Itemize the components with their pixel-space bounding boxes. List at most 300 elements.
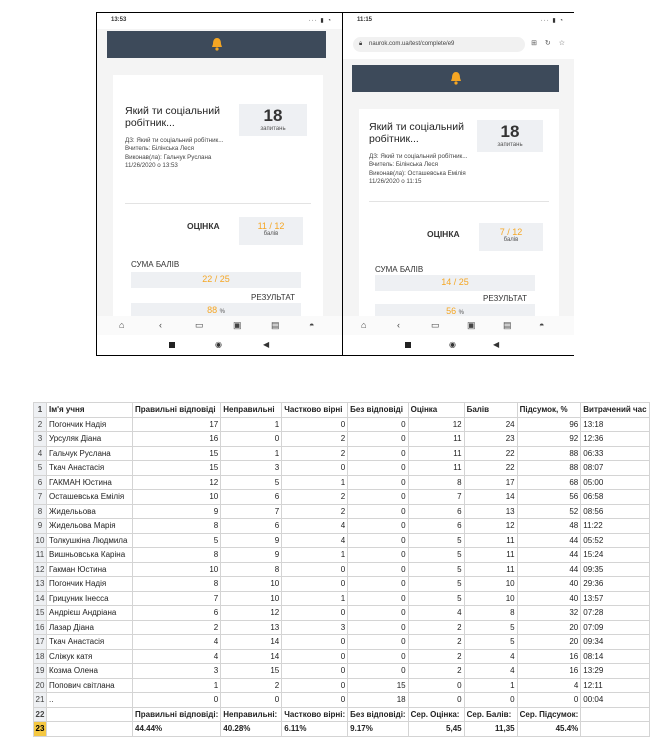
table-cell[interactable]: 9 xyxy=(221,548,282,563)
table-cell[interactable]: 11 xyxy=(408,461,464,476)
table-cell[interactable]: 2 xyxy=(408,620,464,635)
table-cell[interactable]: 08:07 xyxy=(581,461,649,476)
back-icon[interactable]: ‹ xyxy=(159,320,162,330)
questions-label: запитань xyxy=(260,126,286,132)
table-cell[interactable]: Урсуляк Діана xyxy=(47,432,133,447)
home-icon[interactable]: ⌂ xyxy=(119,320,125,330)
table-cell[interactable]: 16 xyxy=(133,432,221,447)
table-cell[interactable]: Оцінка xyxy=(408,403,464,418)
table-cell[interactable]: 11 xyxy=(464,548,517,563)
table-cell[interactable]: 2 xyxy=(408,649,464,664)
table-cell[interactable]: 07:28 xyxy=(581,606,649,621)
table-cell[interactable]: 11,35 xyxy=(464,722,517,737)
table-cell[interactable]: 40.28% xyxy=(221,722,282,737)
table-cell[interactable]: Осташевська Емілія xyxy=(47,490,133,505)
table-cell[interactable]: 9 xyxy=(221,533,282,548)
table-cell[interactable]: Витрачений час xyxy=(581,403,649,418)
table-cell[interactable]: 11 xyxy=(408,446,464,461)
table-cell[interactable]: 12:11 xyxy=(581,678,649,693)
row-number[interactable]: 6 xyxy=(34,475,47,490)
row-number[interactable]: 20 xyxy=(34,678,47,693)
sum-value: 22 / 25 xyxy=(131,272,301,288)
share-icon[interactable]: ▤ xyxy=(271,320,280,330)
table-cell[interactable]: 15:24 xyxy=(581,548,649,563)
row-number[interactable]: 11 xyxy=(34,548,47,563)
table-cell[interactable]: 1 xyxy=(282,475,348,490)
score-box xyxy=(239,217,303,245)
table-cell[interactable]: 8 xyxy=(408,475,464,490)
table-row xyxy=(34,693,650,708)
table-row xyxy=(34,533,650,548)
table-cell[interactable]: 11 xyxy=(464,562,517,577)
table-cell[interactable]: 9.17% xyxy=(348,722,408,737)
row-number[interactable]: 8 xyxy=(34,504,47,519)
result-card xyxy=(113,75,323,325)
home-button-icon[interactable]: ◉ xyxy=(449,340,456,349)
system-nav-bar xyxy=(97,335,342,355)
table-cell[interactable]: 0 xyxy=(282,461,348,476)
result-unit: % xyxy=(219,309,225,315)
table-cell[interactable]: 5 xyxy=(221,475,282,490)
table-cell[interactable]: 10 xyxy=(464,591,517,606)
table-cell[interactable]: 7 xyxy=(221,504,282,519)
table-cell[interactable]: 13 xyxy=(464,504,517,519)
table-cell[interactable]: 08:56 xyxy=(581,504,649,519)
row-number[interactable]: 5 xyxy=(34,461,47,476)
table-cell[interactable]: Балів xyxy=(464,403,517,418)
home-button-icon[interactable]: ◉ xyxy=(215,340,222,349)
table-cell[interactable]: Сліжук катя xyxy=(47,649,133,664)
table-row xyxy=(34,664,650,679)
table-cell[interactable]: 00:04 xyxy=(581,693,649,708)
table-cell[interactable]: 12 xyxy=(221,606,282,621)
status-icons: ··· ▮ ◔ xyxy=(540,18,564,24)
table-cell[interactable]: Неправильні: xyxy=(221,707,282,722)
table-cell[interactable]: 06:58 xyxy=(581,490,649,505)
table-cell[interactable]: 16 xyxy=(517,649,581,664)
table-cell[interactable]: 5 xyxy=(408,591,464,606)
results-spreadsheet xyxy=(33,402,650,737)
table-cell[interactable]: 44 xyxy=(517,533,581,548)
table-cell[interactable]: 0 xyxy=(348,635,408,650)
table-cell[interactable]: 0 xyxy=(348,620,408,635)
table-cell[interactable]: Правильні відповіді: xyxy=(133,707,221,722)
row-number[interactable]: 9 xyxy=(34,519,47,534)
sum-label: СУМА БАЛІВ xyxy=(375,265,424,274)
table-cell[interactable]: 0 xyxy=(348,475,408,490)
table-cell[interactable]: Толкушкіна Людмила xyxy=(47,533,133,548)
table-cell[interactable]: 29:36 xyxy=(581,577,649,592)
row-number[interactable]: 19 xyxy=(34,664,47,679)
quiz-meta xyxy=(125,137,235,171)
table-cell[interactable]: 1 xyxy=(221,417,282,432)
table-cell[interactable]: 7 xyxy=(133,591,221,606)
score-label: ОЦІНКА xyxy=(427,229,460,239)
table-cell[interactable]: 14 xyxy=(464,490,517,505)
book-icon[interactable]: ▭ xyxy=(195,320,204,330)
table-cell[interactable]: 14 xyxy=(221,649,282,664)
table-cell[interactable]: 23 xyxy=(464,432,517,447)
summary-row xyxy=(34,722,650,737)
table-cell[interactable]: 13 xyxy=(221,620,282,635)
table-row xyxy=(34,519,650,534)
table-cell[interactable]: 0 xyxy=(282,417,348,432)
table-cell[interactable]: 68 xyxy=(517,475,581,490)
date-line: 11/26/2020 о 13:53 xyxy=(125,162,178,170)
table-cell[interactable]: 2 xyxy=(282,446,348,461)
table-cell[interactable]: 5 xyxy=(464,620,517,635)
row-number[interactable]: 12 xyxy=(34,562,47,577)
table-cell[interactable]: 0 xyxy=(221,693,282,708)
table-cell[interactable]: 1 xyxy=(133,678,221,693)
table-cell[interactable]: Неправильні xyxy=(221,403,282,418)
back-button-icon[interactable]: ◀ xyxy=(263,340,270,349)
table-cell[interactable]: 13:57 xyxy=(581,591,649,606)
table-cell[interactable]: 1 xyxy=(464,678,517,693)
table-cell[interactable]: 45.4% xyxy=(517,722,581,737)
table-cell[interactable] xyxy=(581,707,649,722)
table-cell[interactable]: 5 xyxy=(408,577,464,592)
table-cell[interactable]: 08:14 xyxy=(581,649,649,664)
table-cell[interactable]: 2 xyxy=(282,504,348,519)
table-cell[interactable]: 92 xyxy=(517,432,581,447)
row-number[interactable]: 2 xyxy=(34,417,47,432)
table-cell[interactable]: 22 xyxy=(464,446,517,461)
table-cell[interactable]: Без відповіді: xyxy=(348,707,408,722)
table-cell[interactable]: 8 xyxy=(464,606,517,621)
table-cell[interactable]: Гальчук Руслана xyxy=(47,446,133,461)
site-header xyxy=(107,31,326,58)
table-cell[interactable]: 56 xyxy=(517,490,581,505)
profile-icon[interactable]: ◓ xyxy=(539,320,545,330)
table-cell[interactable]: 4 xyxy=(133,635,221,650)
table-cell[interactable]: 4 xyxy=(282,519,348,534)
back-icon[interactable]: ‹ xyxy=(397,320,400,330)
table-cell[interactable]: .. xyxy=(47,693,133,708)
table-cell[interactable]: 2 xyxy=(282,432,348,447)
table-cell[interactable]: 11 xyxy=(408,432,464,447)
row-number[interactable]: 7 xyxy=(34,490,47,505)
book-icon[interactable]: ▭ xyxy=(431,320,440,330)
home-icon[interactable]: ⌂ xyxy=(361,320,367,330)
table-cell[interactable]: 0 xyxy=(348,548,408,563)
row-number[interactable]: 4 xyxy=(34,446,47,461)
table-cell[interactable]: 4 xyxy=(464,649,517,664)
table-cell[interactable]: 2 xyxy=(221,678,282,693)
table-cell[interactable]: 0 xyxy=(348,562,408,577)
questions-label: запитань xyxy=(497,142,523,148)
table-cell[interactable]: 0 xyxy=(348,490,408,505)
table-cell[interactable]: 0 xyxy=(464,693,517,708)
row-number[interactable]: 13 xyxy=(34,577,47,592)
table-cell[interactable]: 12 xyxy=(464,519,517,534)
table-cell[interactable]: 40 xyxy=(517,591,581,606)
table-row xyxy=(34,446,650,461)
table-cell[interactable]: 8 xyxy=(133,577,221,592)
quiz-title: Який ти соціальний робітник... xyxy=(369,121,464,145)
table-cell[interactable]: 0 xyxy=(133,693,221,708)
table-cell[interactable]: 0 xyxy=(348,519,408,534)
table-cell[interactable]: 2 xyxy=(408,664,464,679)
table-cell[interactable]: 0 xyxy=(348,461,408,476)
table-cell[interactable]: 07:09 xyxy=(581,620,649,635)
divider-line xyxy=(125,203,311,204)
status-bar xyxy=(97,13,342,29)
table-cell[interactable]: 10 xyxy=(133,490,221,505)
table-cell[interactable]: Гакман Юстина xyxy=(47,562,133,577)
status-icons: ··· ▮ ◔ xyxy=(308,18,332,24)
table-cell[interactable]: 0 xyxy=(517,693,581,708)
table-cell[interactable]: 2 xyxy=(133,620,221,635)
row-number[interactable]: 1 xyxy=(34,403,47,418)
table-cell[interactable]: 06:33 xyxy=(581,446,649,461)
table-cell[interactable]: 0 xyxy=(348,432,408,447)
table-cell[interactable]: 10 xyxy=(464,577,517,592)
table-cell[interactable]: 12:36 xyxy=(581,432,649,447)
row-number[interactable]: 18 xyxy=(34,649,47,664)
table-cell[interactable]: 0 xyxy=(282,678,348,693)
table-cell[interactable]: 10 xyxy=(133,562,221,577)
table-cell[interactable]: 3 xyxy=(133,664,221,679)
table-cell[interactable]: 1 xyxy=(282,591,348,606)
status-time: 13:53 xyxy=(111,17,127,23)
table-cell[interactable]: 0 xyxy=(221,432,282,447)
table-cell[interactable]: 4 xyxy=(408,606,464,621)
table-cell[interactable]: Ткач Анастасія xyxy=(47,461,133,476)
table-cell[interactable]: 10 xyxy=(221,577,282,592)
row-number[interactable]: 15 xyxy=(34,606,47,621)
table-cell[interactable]: 6 xyxy=(221,490,282,505)
table-cell[interactable]: Без відповіді xyxy=(348,403,408,418)
table-cell[interactable]: Лазар Діана xyxy=(47,620,133,635)
table-cell[interactable] xyxy=(47,707,133,722)
table-cell[interactable]: 05:00 xyxy=(581,475,649,490)
table-cell[interactable]: 15 xyxy=(133,446,221,461)
table-cell[interactable]: 0 xyxy=(282,606,348,621)
table-cell[interactable]: 5 xyxy=(133,533,221,548)
table-cell[interactable]: 0 xyxy=(348,606,408,621)
table-cell[interactable]: 8 xyxy=(133,519,221,534)
table-cell[interactable]: 0 xyxy=(282,649,348,664)
row-number[interactable]: 16 xyxy=(34,620,47,635)
table-cell[interactable]: Погончик Надія xyxy=(47,417,133,432)
quiz-meta xyxy=(369,153,477,187)
table-cell[interactable]: 0 xyxy=(348,533,408,548)
table-cell[interactable]: Частково вірні: xyxy=(282,707,348,722)
table-cell[interactable]: 11 xyxy=(464,533,517,548)
performer-line: Виконав(ла): Осташевська Емілія xyxy=(369,169,466,177)
table-cell[interactable]: 2 xyxy=(408,635,464,650)
profile-icon[interactable]: ◓ xyxy=(309,320,315,330)
table-cell[interactable]: 0 xyxy=(408,693,464,708)
divider-line xyxy=(369,201,549,202)
table-cell[interactable]: 15 xyxy=(221,664,282,679)
row-number[interactable]: 22 xyxy=(34,707,47,722)
table-cell[interactable]: 20 xyxy=(517,635,581,650)
table-row xyxy=(34,649,650,664)
table-cell[interactable]: 32 xyxy=(517,606,581,621)
table-cell[interactable]: 09:35 xyxy=(581,562,649,577)
table-cell[interactable]: 5 xyxy=(408,533,464,548)
phone-screenshots xyxy=(96,12,574,356)
system-nav-bar xyxy=(343,335,574,355)
table-cell[interactable]: 1 xyxy=(282,548,348,563)
table-row xyxy=(34,591,650,606)
table-row xyxy=(34,562,650,577)
table-cell[interactable] xyxy=(47,722,133,737)
table-cell[interactable]: 3 xyxy=(282,620,348,635)
table-cell[interactable]: 88 xyxy=(517,461,581,476)
table-cell[interactable]: 0 xyxy=(348,417,408,432)
table-cell[interactable]: Вишньовська Каріна xyxy=(47,548,133,563)
table-cell[interactable]: 44 xyxy=(517,548,581,563)
table-cell[interactable]: 8 xyxy=(221,562,282,577)
table-cell[interactable]: 7 xyxy=(408,490,464,505)
table-cell[interactable]: 20 xyxy=(517,620,581,635)
phone-screenshot-1 xyxy=(97,13,342,355)
table-cell[interactable]: Ім'я учня xyxy=(47,403,133,418)
table-cell[interactable]: 96 xyxy=(517,417,581,432)
tabs-icon[interactable]: ▣ xyxy=(233,320,242,330)
table-cell[interactable]: 8 xyxy=(133,548,221,563)
recent-apps-icon[interactable] xyxy=(405,342,411,348)
table-row xyxy=(34,461,650,476)
table-cell[interactable]: 5 xyxy=(408,548,464,563)
table-cell[interactable]: 5 xyxy=(408,562,464,577)
table-cell[interactable]: 4 xyxy=(282,533,348,548)
table-cell[interactable]: 88 xyxy=(517,446,581,461)
table-cell[interactable]: 17 xyxy=(133,417,221,432)
row-number[interactable]: 23 xyxy=(34,722,47,737)
table-cell[interactable]: 6 xyxy=(221,519,282,534)
date-line: 11/26/2020 о 11:15 xyxy=(369,178,422,186)
table-cell[interactable]: Сер. Оцінка: xyxy=(408,707,464,722)
table-row xyxy=(34,620,650,635)
table-cell[interactable]: 6 xyxy=(408,504,464,519)
table-row xyxy=(34,490,650,505)
table-cell[interactable]: 0 xyxy=(282,693,348,708)
table-cell[interactable]: 24 xyxy=(464,417,517,432)
table-cell[interactable]: 16 xyxy=(517,664,581,679)
score-label: ОЦІНКА xyxy=(187,221,220,231)
table-cell[interactable]: Частково вірні xyxy=(282,403,348,418)
row-number[interactable]: 14 xyxy=(34,591,47,606)
table-cell[interactable]: 4 xyxy=(133,649,221,664)
recent-apps-icon[interactable] xyxy=(169,342,175,348)
teacher-line: Вчитель: Білінська Леся xyxy=(125,145,194,153)
back-button-icon[interactable]: ◀ xyxy=(493,340,500,349)
table-cell[interactable]: Сер. Балів: xyxy=(464,707,517,722)
table-cell[interactable]: 0 xyxy=(348,504,408,519)
row-number[interactable]: 3 xyxy=(34,432,47,447)
result-card xyxy=(359,109,559,323)
table-cell[interactable]: 0 xyxy=(348,649,408,664)
table-cell[interactable]: 05:52 xyxy=(581,533,649,548)
table-cell[interactable]: Козма Олена xyxy=(47,664,133,679)
table-cell[interactable] xyxy=(581,722,649,737)
browser-nav-bar xyxy=(97,316,342,336)
table-cell[interactable]: 18 xyxy=(348,693,408,708)
table-cell[interactable]: 48 xyxy=(517,519,581,534)
table-cell[interactable]: 4 xyxy=(517,678,581,693)
table-cell[interactable]: 44.44% xyxy=(133,722,221,737)
table-cell[interactable]: 0 xyxy=(348,577,408,592)
table-cell[interactable]: 0 xyxy=(348,591,408,606)
table-cell[interactable]: Грицуник Інесса xyxy=(47,591,133,606)
table-cell[interactable]: 44 xyxy=(517,562,581,577)
lock-icon: 🔒︎ xyxy=(359,41,363,47)
table-cell[interactable]: 09:34 xyxy=(581,635,649,650)
table-cell[interactable]: Підсумок, % xyxy=(517,403,581,418)
table-cell[interactable]: 12 xyxy=(133,475,221,490)
table-cell[interactable]: 13:18 xyxy=(581,417,649,432)
site-header xyxy=(352,65,559,92)
table-cell[interactable]: Жидельова Марія xyxy=(47,519,133,534)
table-cell[interactable]: ГАКМАН Юстина xyxy=(47,475,133,490)
table-cell[interactable]: 2 xyxy=(282,490,348,505)
table-cell[interactable]: 0 xyxy=(408,678,464,693)
table-cell[interactable]: 0 xyxy=(282,635,348,650)
table-cell[interactable]: 4 xyxy=(464,664,517,679)
row-number[interactable]: 10 xyxy=(34,533,47,548)
table-row xyxy=(34,417,650,432)
header-row xyxy=(34,403,650,418)
homework-line: ДЗ: Який ти соціальний робітник... xyxy=(369,153,468,160)
table-cell[interactable]: 10 xyxy=(221,591,282,606)
table-cell[interactable]: 15 xyxy=(348,678,408,693)
table-cell[interactable]: 9 xyxy=(133,504,221,519)
table-cell[interactable]: Сер. Підсумок: xyxy=(517,707,581,722)
table-cell[interactable]: 5,45 xyxy=(408,722,464,737)
table-cell[interactable]: 0 xyxy=(348,446,408,461)
table-cell[interactable]: 13:29 xyxy=(581,664,649,679)
table-cell[interactable]: 0 xyxy=(282,664,348,679)
table-cell[interactable]: Андрієш Андріана xyxy=(47,606,133,621)
table-cell[interactable]: 40 xyxy=(517,577,581,592)
table-cell[interactable]: 0 xyxy=(348,664,408,679)
table-cell[interactable]: 14 xyxy=(221,635,282,650)
table-cell[interactable]: 0 xyxy=(282,562,348,577)
table-cell[interactable]: 3 xyxy=(221,461,282,476)
row-number[interactable]: 21 xyxy=(34,693,47,708)
browser-buttons[interactable]: ⊞ ↻ ☆ xyxy=(531,40,568,47)
table-cell[interactable]: 22 xyxy=(464,461,517,476)
table-cell[interactable]: Погончик Надія xyxy=(47,577,133,592)
table-cell[interactable]: Жиделььова xyxy=(47,504,133,519)
table-cell[interactable]: 15 xyxy=(133,461,221,476)
table-cell[interactable]: 12 xyxy=(408,417,464,432)
phone-screenshot-2 xyxy=(343,13,574,355)
table-cell[interactable]: Правильні відповіді xyxy=(133,403,221,418)
url-field[interactable] xyxy=(353,37,525,52)
table-cell[interactable]: 1 xyxy=(221,446,282,461)
table-cell[interactable]: 17 xyxy=(464,475,517,490)
browser-nav-bar xyxy=(343,316,574,336)
questions-count: 18 xyxy=(500,122,520,141)
row-number[interactable]: 17 xyxy=(34,635,47,650)
share-icon[interactable]: ▤ xyxy=(503,320,512,330)
table-cell[interactable]: 6 xyxy=(133,606,221,621)
table-cell[interactable]: 0 xyxy=(282,577,348,592)
table-cell[interactable]: Попович світлана xyxy=(47,678,133,693)
table-cell[interactable]: 6.11% xyxy=(282,722,348,737)
table-cell[interactable]: 52 xyxy=(517,504,581,519)
tabs-icon[interactable]: ▣ xyxy=(467,320,476,330)
table-cell[interactable]: 11:22 xyxy=(581,519,649,534)
table-cell[interactable]: 5 xyxy=(464,635,517,650)
table-cell[interactable]: Ткач Анастасія xyxy=(47,635,133,650)
table-cell[interactable]: 6 xyxy=(408,519,464,534)
